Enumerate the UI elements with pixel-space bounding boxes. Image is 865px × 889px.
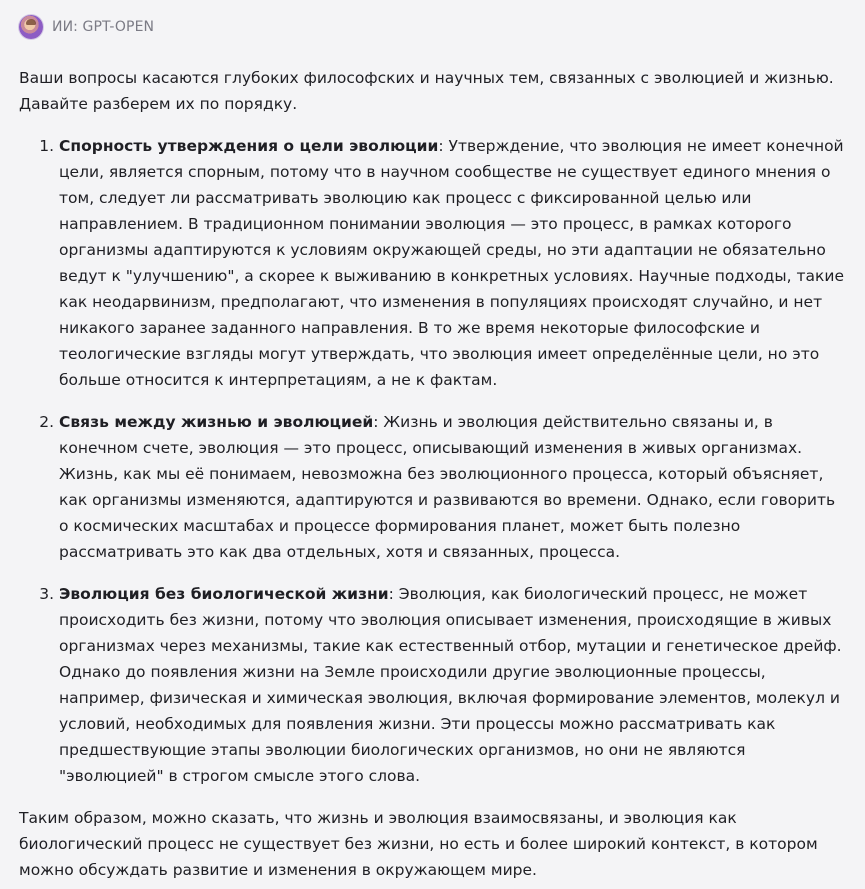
point-title: Спорность утверждения о цели эволюции (59, 137, 439, 155)
point-text: : Жизнь и эволюция действительно связаны и, в конечном счете, эволюция — это процесс, описывающий изменения в живых организмах. Жизнь, как мы её понимаем, невозможна без эволюционного процесса, который объясняет, как организмы изменяются, адаптируются и развиваются во времени. Однако, если говорить о космических масштабах и процессе формирования планет, может быть полезно рассматривать это как два отдельных, хотя и связанных, процесса. (59, 413, 836, 561)
message-content (19, 65, 845, 883)
message-header (19, 14, 845, 40)
point-title: Связь между жизнью и эволюцией (59, 413, 374, 431)
assistant-avatar (19, 15, 43, 39)
author-label: ИИ: GPT-OPEN (52, 19, 155, 35)
list-item (59, 409, 845, 565)
point-text: : Утверждение, что эволюция не имеет конечной цели, является спорным, потому что в научном сообществе не существует единого мнения о том, следует ли рассматривать эволюцию как процесс с фиксированной целью или направлением. В традиционном понимании эволюция — это процесс, в рамках которого организмы адаптируются к условиям окружающей среды, но эти адаптации не обязательно ведут к "улучшению", а скорее к выживанию в конкретных условиях. Научные подходы, такие как неодарвинизм, предполагают, что изменения в популяциях происходят случайно, и нет никакого заранее заданного направления. В то же время некоторые философские и теологические взгляды могут утверждать, что эволюция имеет определённые цели, но это больше относится к интерпретациям, а не к фактам. (59, 137, 844, 389)
points-list (19, 133, 845, 789)
list-item (59, 133, 845, 393)
point-text: : Эволюция, как биологический процесс, не может происходить без жизни, потому что эволюция описывает изменения, происходящие в живых организмах через механизмы, такие как естественный отбор, мутации и генетическое дрейф. Однако до появления жизни на Земле происходили другие эволюционные процессы, например, физическая и химическая эволюция, включая формирование элементов, молекул и условий, необходимых для появления жизни. Эти процессы можно рассматривать как предшествующие этапы эволюции биологических организмов, но они не являются "эволюцией" в строгом смысле этого слова. (59, 585, 842, 785)
point-title: Эволюция без биологической жизни (59, 585, 389, 603)
intro-paragraph: Ваши вопросы касаются глубоких философских и научных тем, связанных с эволюцией и жизнью. Давайте разберем их по порядку. (19, 69, 834, 113)
list-item (59, 581, 845, 789)
outro-paragraph: Таким образом, можно сказать, что жизнь и эволюция взаимосвязаны, и эволюция как биологический процесс не существует без жизни, но есть и более широкий контекст, в котором можно обсуждать развитие и изменения в окружающем мире. (19, 809, 818, 879)
